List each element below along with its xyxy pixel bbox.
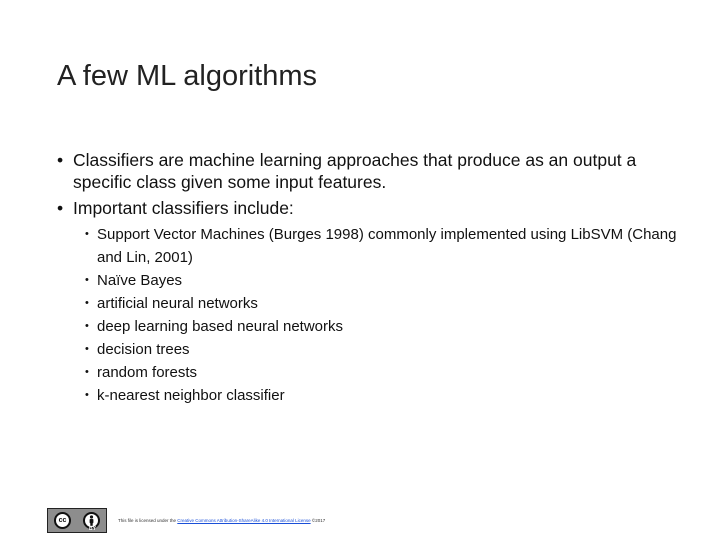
sub-bullet-item (85, 315, 697, 338)
slide-title: A few ML algorithms (57, 60, 318, 92)
sub-bullet-item (85, 338, 697, 361)
cc-license-badge[interactable] (47, 508, 107, 533)
sub-bullet-text: Naïve Bayes (97, 272, 183, 289)
slide-content (57, 149, 697, 411)
sub-bullet-item (85, 223, 697, 269)
sub-bullet-text: deep learning based neural networks (97, 318, 343, 335)
sub-bullet-text: k-nearest neighbor classifier (97, 387, 285, 404)
license-footer (118, 518, 325, 523)
bullet-text: Important classifiers include: (73, 198, 294, 218)
bullet-list (57, 149, 697, 407)
sub-bullet-text: artificial neural networks (97, 295, 258, 312)
sub-bullet-item (85, 292, 697, 315)
license-link[interactable]: Creative Commons Attribution-ShareAlike 4.0 International License (177, 518, 311, 523)
sub-bullet-text: Support Vector Machines (Burges 1998) commonly implemented using LibSVM (Chang and Lin, 2001) (97, 226, 677, 266)
sub-bullet-text: decision trees (97, 341, 190, 358)
cc-icon-label: cc (58, 517, 67, 524)
bullet-item (57, 149, 697, 193)
bullet-text: Classifiers are machine learning approaches that produce as an output a specific class given some input features. (73, 150, 637, 192)
sub-bullet-text: random forests (97, 364, 198, 381)
sub-bullet-item (85, 384, 697, 407)
sub-bullet-item (85, 269, 697, 292)
person-icon (87, 515, 96, 526)
sub-bullet-item (85, 361, 697, 384)
cc-icon (54, 512, 71, 529)
copyright-year: ©2017 (311, 518, 326, 523)
sub-bullet-list (85, 223, 697, 407)
badge-by-label: BY (89, 526, 96, 532)
license-text: This file is licensed under the (118, 518, 177, 523)
bullet-item (57, 197, 697, 407)
